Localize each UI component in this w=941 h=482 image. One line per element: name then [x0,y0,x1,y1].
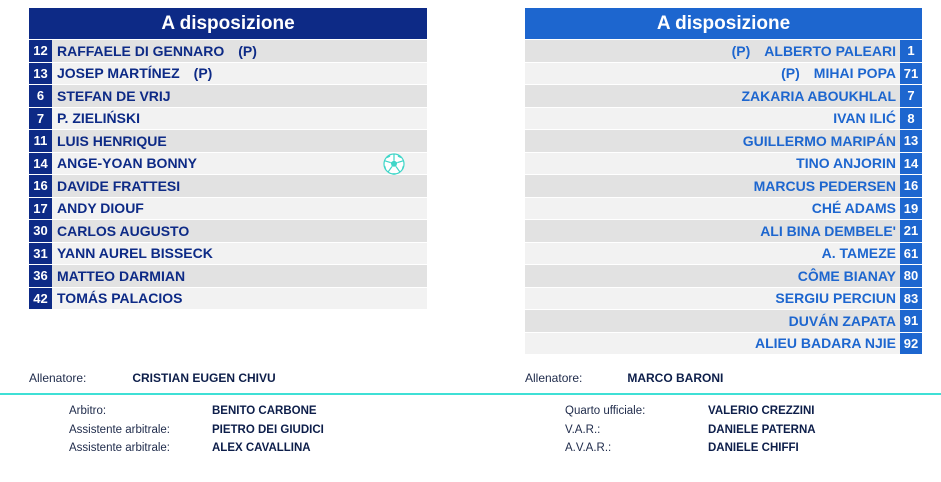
player-name: CARLOS AUGUSTO [57,222,190,239]
player-row [525,243,922,265]
player-name: JOSEP MARTÍNEZ [57,65,180,82]
player-number: 6 [29,85,52,107]
player-name-cell [52,133,167,149]
player-number: 19 [900,198,922,220]
goalkeeper-mark: (P) [781,65,800,82]
player-row [525,175,922,197]
player-number: 11 [29,130,52,152]
player-name-cell [525,133,900,149]
player-name-cell [525,290,900,306]
player-name: ANGE-YOAN BONNY [57,155,198,172]
player-name-cell [525,245,900,261]
player-row [29,288,427,310]
player-row [29,243,427,265]
player-row [525,220,922,242]
official-name: VALERIO CREZZINI [708,405,815,417]
official-role: Assistente arbitrale: [69,423,170,436]
official-role: Arbitro: [69,405,107,417]
player-name: STEFAN DE VRIJ [57,87,171,104]
official-name: ALEX CAVALLINA [212,442,311,454]
home-panel-title: A disposizione [29,8,427,39]
player-row [29,108,427,130]
player-row [525,40,922,62]
player-name: TINO ANJORIN [796,155,896,172]
player-name-cell [52,88,171,104]
home-players-list [29,40,427,309]
player-name: DAVIDE FRATTESI [57,177,181,194]
player-name: MATTEO DARMIAN [57,267,186,284]
player-name-cell [525,313,900,329]
away-coach-label: Allenatore: [525,371,583,385]
player-row [29,153,427,175]
player-name-cell [525,200,900,216]
player-number: 16 [900,175,922,197]
away-players-list [525,40,922,354]
player-name-cell [52,223,189,239]
player-number: 83 [900,288,922,310]
player-name-cell [52,290,183,306]
player-row [525,63,922,85]
player-row [525,265,922,287]
player-number: 21 [900,220,922,242]
player-name: MARCUS PEDERSEN [753,177,896,194]
player-number: 16 [29,175,52,197]
official-row [565,405,865,424]
official-row [69,442,369,461]
player-name-cell [52,43,257,59]
player-name-cell [52,65,212,81]
player-row [29,85,427,107]
official-row [69,424,369,443]
player-name: CÔME BIANAY [797,267,896,284]
player-number: 14 [900,153,922,175]
player-row [29,265,427,287]
player-row [525,108,922,130]
player-name: IVAN ILIĆ [833,110,896,127]
player-name-cell [52,110,140,126]
player-row [29,40,427,62]
player-row [29,63,427,85]
player-name: ALI BINA DEMBELE' [760,222,896,239]
player-name: TOMÁS PALACIOS [57,290,183,307]
player-name-cell [525,110,900,126]
player-name: LUIS HENRIQUE [57,132,167,149]
official-row [69,405,369,424]
player-row [29,220,427,242]
away-coach [525,371,723,385]
player-number: 80 [900,265,922,287]
player-name-cell [52,200,144,216]
player-number: 42 [29,288,52,310]
player-name-cell [525,268,900,284]
official-role: A.V.A.R.: [565,442,612,454]
player-name-cell [52,155,197,171]
away-coach-name: MARCO BARONI [627,371,724,385]
home-coach [29,371,276,385]
player-number: 31 [29,243,52,265]
player-number: 13 [900,130,922,152]
player-row [525,288,922,310]
player-number: 12 [29,40,52,62]
player-name-cell [525,178,900,194]
player-number: 30 [29,220,52,242]
player-number: 14 [29,153,52,175]
player-name: ANDY DIOUF [57,200,144,217]
official-name: PIETRO DEI GIUDICI [212,423,324,436]
player-name: ZAKARIA ABOUKHLAL [741,87,896,104]
player-name-cell [525,155,900,171]
player-number: 91 [900,310,922,332]
player-number: 7 [29,108,52,130]
player-name: MIHAI POPA [813,65,896,82]
player-number: 8 [900,108,922,130]
official-row [565,442,865,461]
goalkeeper-mark: (P) [238,42,257,59]
player-name: GUILLERMO MARIPÁN [742,132,896,149]
player-row [29,130,427,152]
player-name: YANN AUREL BISSECK [57,245,213,262]
player-name-cell [52,268,185,284]
player-name-cell [525,88,900,104]
player-number: 13 [29,63,52,85]
player-name: A. TAMEZE [821,245,896,262]
player-number: 61 [900,243,922,265]
official-row [565,424,865,443]
player-name: CHÉ ADAMS [811,200,896,217]
player-name: ALBERTO PALEARI [764,42,896,59]
away-panel-title: A disposizione [525,8,922,39]
soccer-ball-icon [383,153,405,175]
player-number: 71 [900,63,922,85]
player-name-cell [52,245,213,261]
player-name: P. ZIELIŃSKI [57,110,140,127]
player-name: SERGIU PERCIUN [775,290,896,307]
official-role: Assistente arbitrale: [69,442,170,454]
player-number: 1 [900,40,922,62]
official-role: Quarto ufficiale: [565,405,646,417]
goalkeeper-mark: (P) [193,65,213,82]
away-substitutes-panel [525,8,922,355]
player-name: DUVÁN ZAPATA [788,312,896,329]
player-name-cell [525,43,900,59]
home-coach-name: CRISTIAN EUGEN CHIVU [132,371,276,385]
player-number: 17 [29,198,52,220]
official-role: V.A.R.: [565,423,601,436]
home-coach-label: Allenatore: [29,371,87,385]
official-name: DANIELE CHIFFI [708,442,799,454]
player-name: ALIEU BADARA NJIE [754,335,896,352]
officials-right [565,405,865,461]
player-name-cell [52,178,180,194]
player-row [525,198,922,220]
player-name-cell [525,223,900,239]
player-row [525,85,922,107]
player-row [525,130,922,152]
player-number: 7 [900,85,922,107]
player-name: RAFFAELE DI GENNARO [57,42,225,59]
player-row [525,310,922,332]
player-row [525,153,922,175]
home-substitutes-panel [29,8,427,310]
section-divider [0,393,941,395]
player-row [29,175,427,197]
player-number: 92 [900,333,922,355]
player-name-cell [525,65,900,81]
official-name: BENITO CARBONE [212,405,317,417]
player-name-cell [525,335,900,351]
official-name: DANIELE PATERNA [708,423,816,436]
player-row [525,333,922,355]
goalkeeper-mark: (P) [731,42,751,59]
player-number: 36 [29,265,52,287]
officials-left [69,405,369,461]
player-row [29,198,427,220]
